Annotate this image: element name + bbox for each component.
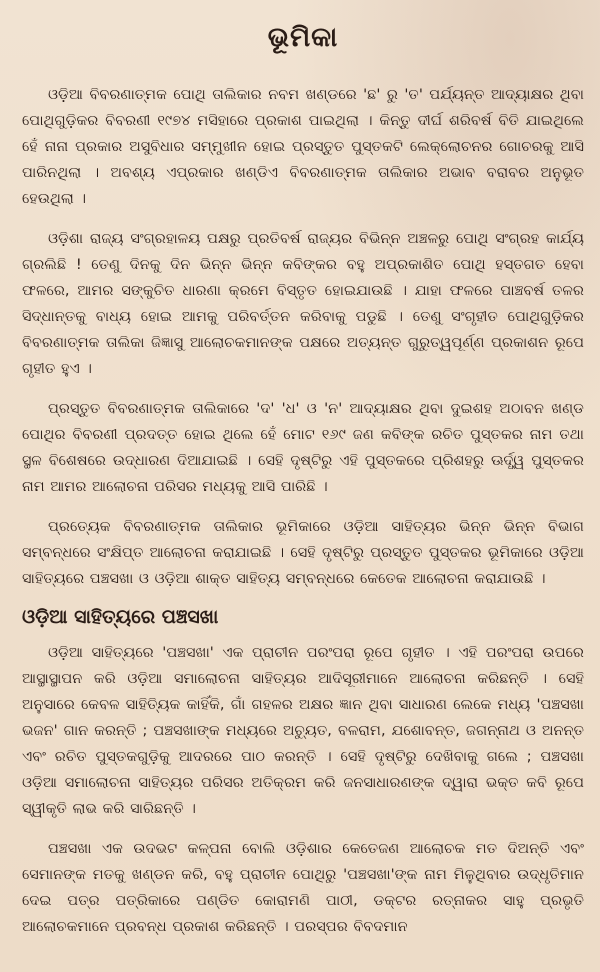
show-through-text — [422, 4, 582, 52]
section-heading: ଓଡ଼ିଆ ସାହିତ୍ୟରେ ପଞ୍ଚସଖା — [22, 606, 219, 628]
section-paragraph-2: ପଞ୍ଚସଖା ଏକ ଉଦଭଟ କଳ୍ପନା ବୋଲି ଓଡ଼ିଶାର କେତେଜଣ ଆଲୋଚକ ମତ ଦିଅନ୍ତି ଏବଂ ସେମାନଙ୍କ ମତକୁ ଖଣ୍ଡନ କରି, ବହୁ ପ୍ରାଚୀନ ପୋଥିରୁ 'ପଞ୍ଚସଖା'ଙ୍କ ନାମ ମିଳୁଥିବାର ଉଦ୍ଧୃତିମାନ ଦେଇ ପତ୍ର ପତ୍ରିକାରେ ପଣ୍ଡିତ କୋରାମଣି ପାଠୀ, ଡକ୍ଟର ରତ୍ନାକର ସାହୁ ପ୍ରଭୃତି ଆଲୋଚକମାନେ ପ୍ରବନ୍ଧ ପ୍ରକାଶ କରିଛନ୍ତି । ପରସ୍ପର ବିବଦମାନ — [22, 840, 584, 935]
page-title: ଭୂମିକା — [267, 22, 339, 53]
intro-paragraph-2: ଓଡ଼ିଶା ରାଜ୍ୟ ସଂଗ୍ରହାଳୟ ପକ୍ଷରୁ ପ୍ରତିବର୍ଷ ରାଜ୍ୟର ବିଭିନ୍ନ ଅଞ୍ଚଳରୁ ପୋଥି ସଂଗ୍ରହ କାର୍ଯ୍ୟ ଗ୍ରଲିଛି ! ତେଣୁ ଦିନକୁ ଦିନ ଭିନ୍ନ ଭିନ୍ନ କବିଙ୍କର ବହୁ ଅପ୍ରକାଶିତ ପୋଥି ହସ୍ତଗତ ହେବା ଫଳରେ, ଆମର ସଙ୍କୁଚିତ ଧାରଣା କ୍ରମେ ବିସ୍ତୃତ ହୋଇଯାଉଛି । ଯାହା ଫଳରେ ପାଞ୍ଚବର୍ଷ ତଳର ସିଦ୍ଧାନ୍ତକୁ ବାଧ୍ୟ ହୋଇ ଆମକୁ ପରିବର୍ତ୍ତନ କରିବାକୁ ପଡୁଛି । ତେଣୁ ସଂଗୃହୀତ ପୋଥିଗୁଡ଼ିକର ବିବରଣାତ୍ମକ ତାଲିକା ଜିଜ୍ଞାସୁ ଆଲୋଚକମାନଙ୍କ ପକ୍ଷରେ ଅତ୍ୟନ୍ତ ଗୁରୁତ୍ୱପୂର୍ଣ୍ଣ ପ୍ରକାଶନ ରୂପେ ଗୃହୀତ ହୁଏ । — [22, 230, 584, 377]
intro-paragraph-3: ପ୍ରସ୍ତୁତ ବିବରଣାତ୍ମକ ତାଲିକାରେ 'ଦ' 'ଧ' ଓ 'ନ' ଆଦ୍ୟାକ୍ଷର ଥିବା ଦୁଇଶହ ଅଠାବନ ଖଣ୍ଡ ପୋଥିର ବିବରଣୀ ପ୍ରଦତ୍ତ ହୋଇ ଥିଲେ ହେଁ ମୋଟ ୧୬୯ ଜଣ କବିଙ୍କ ରଚିତ ପୁସ୍ତକର ନାମ ତଥା ସ୍ଥଳ ବିଶେଷରେ ଉଦ୍ଧାରଣ ଦିଆଯାଇଛି । ସେହି ଦୃଷ୍ଟିରୁ ଏହି ପୁସ୍ତକରେ ପ୍ରିଶହରୁ ଊର୍ଦ୍ଧ୍ୱ ପୁସ୍ତକର ନାମ ଆମର ଆଲୋଚନା ପରିସର ମଧ୍ୟକୁ ଆସି ପାରିଛି । — [22, 400, 585, 495]
section-paragraph-1: ଓଡ଼ିଆ ସାହିତ୍ୟରେ 'ପଞ୍ଚସଖା' ଏକ ପ୍ରାଚୀନ ପରଂପରା ରୂପେ ଗୃହୀତ । ଏହି ପରଂପରା ଉପରେ ଆସ୍ଥାସ୍ଥାପନ କରି ଓଡ଼ିଆ ସମାଲୋଚନା ସାହିତ୍ୟର ଆଦିସୂରୀମାନେ ଆଲୋଚନା କରିଛନ୍ତି । ସେହି ଅନୁସାରେ କେବଳ ସାହିତ୍ୟିକ କାହିଁକି, ଗାଁ ଗହଳର ଅକ୍ଷର ଜ୍ଞାନ ଥିବା ସାଧାରଣ ଲେକେ ମଧ୍ୟ 'ପଞ୍ଚସଖା ଭଜନ' ଗାନ କରନ୍ତି ; ପଞ୍ଚସଖାଙ୍କ ମଧ୍ୟରେ ଅଚ୍ୟୁତ, ବଳରାମ, ଯଶୋବନ୍ତ, ଜଗନ୍ନାଥ ଓ ଅନନ୍ତ ଏବଂ ରଚିତ ପୁସ୍ତକଗୁଡ଼ିକୁ ଆଦରରେ ପାଠ କରନ୍ତି । ସେହି ଦୃଷ୍ଟିରୁ ଦେଖିବାକୁ ଗଲେ ; ପଞ୍ଚସଖା ଓଡ଼ିଆ ସମାଲୋଚନା ସାହିତ୍ୟର ପରିସର ଅତିକ୍ରମ କରି ଜନସାଧାରଣଙ୍କ ଦ୍ୱାରା ଭକ୍ତ କବି ରୂପେ ସ୍ୱୀକୃତି ଲାଭ କରି ସାରିଛନ୍ତି । — [22, 644, 584, 817]
intro-paragraph-1: ଓଡ଼ିଆ ବିବରଣାତ୍ମକ ପୋଥି ତାଲିକାର ନବମ ଖଣ୍ଡରେ 'ଛ' ରୁ 'ତ' ପର୍ଯ୍ୟନ୍ତ ଆଦ୍ୟାକ୍ଷର ଥିବା ପୋଥିଗୁଡ଼ିକର ବିବରଣୀ ୧୯୭୪ ମସିହାରେ ପ୍ରକାଶ ପାଇଥିଲା । କିନ୍ତୁ ଦୀର୍ଘ ଶରିବର୍ଷ ବିତି ଯାଇଥିଲେ ହେଁ ନାନା ପ୍ରକାର ଅସୁବିଧାର ସମ୍ମୁଖୀନ ହୋଇ ପ୍ରସ୍ତୁତ ପୁସ୍ତକଟି ଲେକ୍‌ଲୋଚନର ଗୋଚରକୁ ଆସି ପାରିନଥିଲା । ଅବଶ୍ୟ ଏପ୍ରକାର ଖଣ୍ଡିଏ ବିବରଣାତ୍ମକ ତାଲିକାର ଅଭାବ ବରାବର ଅନୁଭୂତ ହେଉଥିଲା । — [22, 86, 584, 207]
intro-paragraph-4: ପ୍ରତ୍ୟେକ ବିବରଣାତ୍ମକ ତାଲିକାର ଭୂମିକାରେ ଓଡ଼ିଆ ସାହିତ୍ୟର ଭିନ୍ନ ଭିନ୍ନ ବିଭାଗ ସମ୍ବନ୍ଧରେ ସଂକ୍ଷିପ୍ତ ଆଲୋଚନା କରାଯାଇଛି । ସେହି ଦୃଷ୍ଟିରୁ ପ୍ରସ୍ତୁତ ପୁସ୍ତକର ଭୂମିକାରେ ଓଡ଼ିଆ ସାହିତ୍ୟରେ ପଞ୍ଚସଖା ଓ ଓଡ଼ିଆ ଶାକ୍ତ ସାହିତ୍ୟ ସମ୍ବନ୍ଧରେ କେତେକ ଆଲୋଚନା କରାଯାଉଛି । — [22, 518, 584, 587]
